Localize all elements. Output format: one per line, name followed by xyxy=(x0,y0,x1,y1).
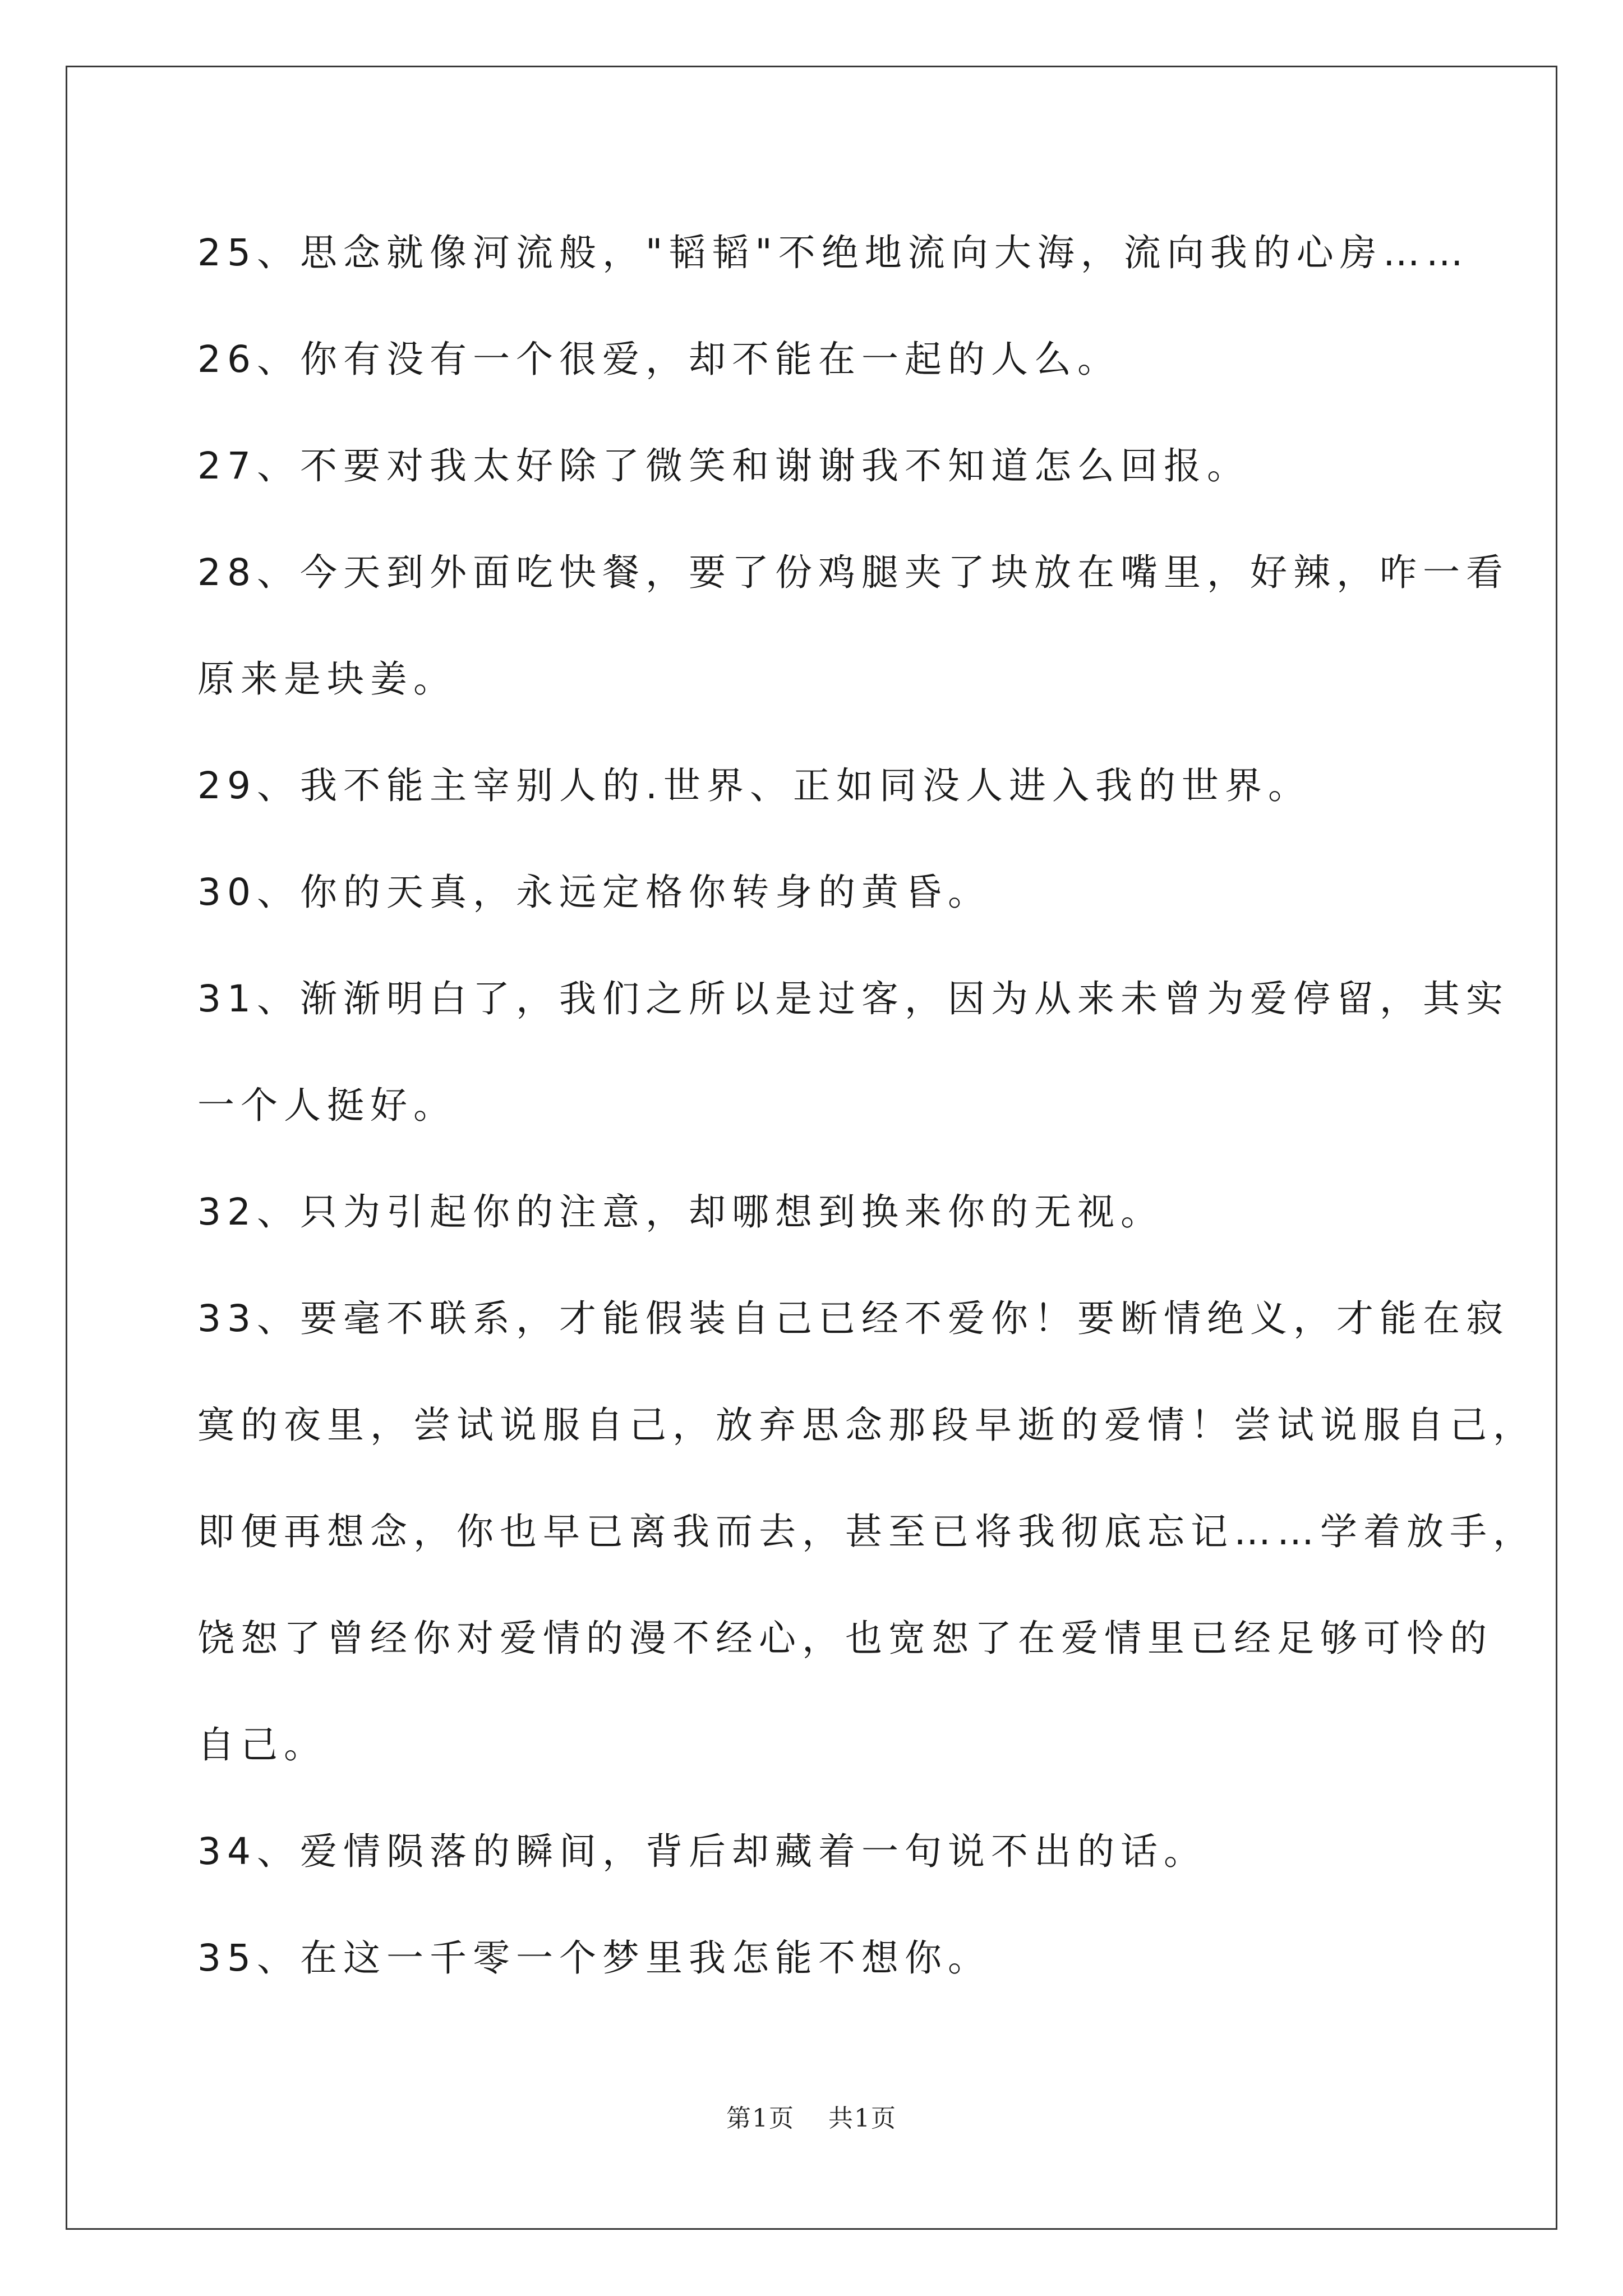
text-line: 30、你的天真，永远定格你转身的黄昏。 xyxy=(197,871,991,914)
page-number-total: 共1页 xyxy=(828,2104,897,2133)
text-line: 即便再想念，你也早已离我而去，甚至已将我彻底忘记……学着放手， xyxy=(197,1510,1536,1553)
document-body xyxy=(197,211,1536,2023)
text-line: 原来是块姜。 xyxy=(197,657,457,701)
text-line: 33、要毫不联系，才能假装自己已经不爱你！要断情绝义，才能在寂 xyxy=(197,1297,1509,1340)
text-line: 饶恕了曾经你对爱情的漫不经心，也宽恕了在爱情里已经足够可怜的 xyxy=(197,1617,1493,1660)
text-line: 34、爱情陨落的瞬间，背后却藏着一句说不出的话。 xyxy=(197,1830,1207,1873)
text-line: 寞的夜里，尝试说服自己，放弃思念那段早逝的爱情！尝试说服自己， xyxy=(197,1404,1536,1447)
text-line: 27、不要对我太好除了微笑和谢谢我不知道怎么回报。 xyxy=(197,444,1250,487)
text-line: 35、在这一千零一个梦里我怎能不想你。 xyxy=(197,1936,991,1980)
text-line: 28、今天到外面吃快餐，要了份鸡腿夹了块放在嘴里，好辣，咋一看 xyxy=(197,551,1509,594)
text-line: 26、你有没有一个很爱，却不能在一起的人么。 xyxy=(197,338,1121,381)
text-line: 25、思念就像河流般，"韬韬"不绝地流向大海，流向我的心房…… xyxy=(197,231,1469,274)
text-line: 32、只为引起你的注意，却哪想到换来你的无视。 xyxy=(197,1190,1164,1234)
page-number-current: 第1页 xyxy=(726,2104,795,2133)
page-footer xyxy=(0,2098,1623,2134)
text-line: 31、渐渐明白了，我们之所以是过客，因为从来未曾为爱停留，其实 xyxy=(197,977,1509,1020)
text-line: 29、我不能主宰别人的.世界、正如同没人进入我的世界。 xyxy=(197,764,1311,807)
text-line: 一个人挺好。 xyxy=(197,1084,457,1127)
text-line: 自己。 xyxy=(197,1723,327,1766)
